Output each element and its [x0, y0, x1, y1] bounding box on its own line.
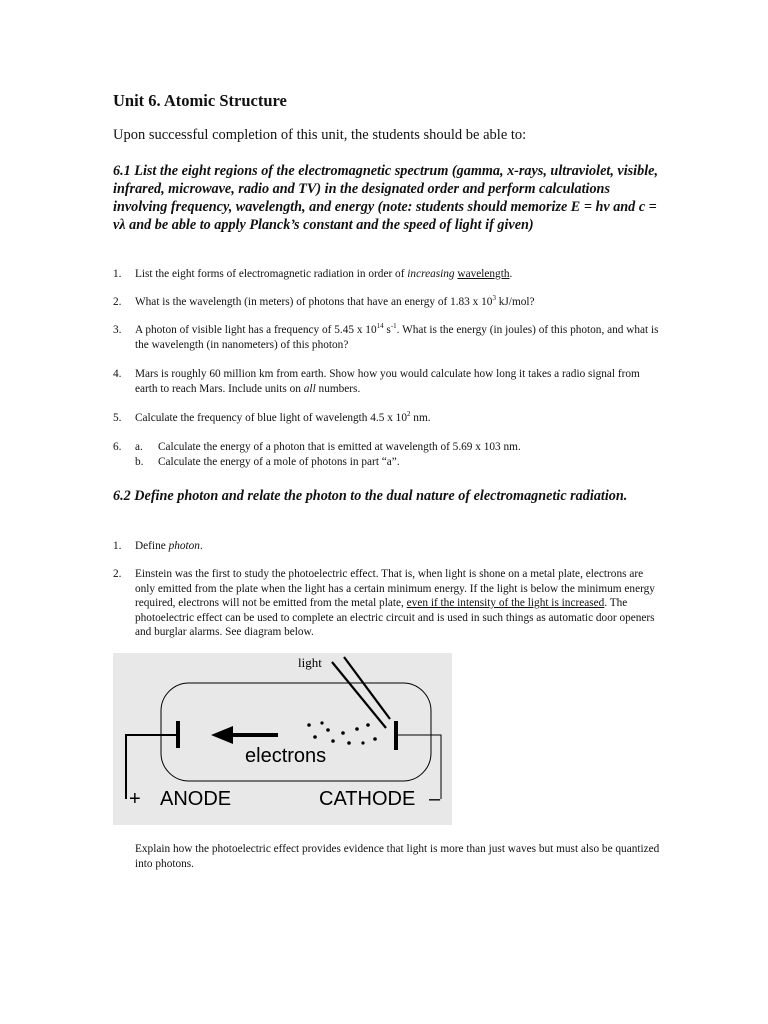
subpart-letter: a. [135, 441, 143, 453]
italic-emphasis: photon [168, 540, 200, 552]
minus-sign-label: – [429, 788, 441, 810]
intro-text: Upon successful completion of this unit, the students should be able to: [113, 127, 527, 143]
question-text [135, 411, 660, 426]
anode-label: ANODE [160, 788, 232, 810]
question-text-b: s [383, 324, 391, 336]
question-text [135, 539, 660, 554]
exponent: 14 [376, 322, 384, 330]
italic-emphasis: all [303, 382, 316, 395]
explain-prompt: Explain how the photoelectric effect provides evidence that light is more than just waves but must also be quantized into photons. [135, 843, 660, 870]
exponent: 2 [406, 410, 411, 418]
question-number: 1. [113, 268, 122, 280]
photoelectric-diagram [113, 653, 452, 825]
question-text [135, 323, 660, 352]
light-ray [332, 662, 386, 728]
question-text-a: What is the wavelength (in meters) of photons that have an energy of 1.83 x 10 [135, 296, 493, 308]
question-number: 3. [113, 324, 122, 336]
nu-lambda-symbol: νλ [113, 217, 126, 233]
question-text-c: numbers. [315, 382, 361, 395]
objective-6-1-text-c: and be able to apply Planck’s constant and the speed of light if given) [125, 217, 534, 233]
question-text-c: . What is the energy (in joules) of this photon, and what is the wavelength (in nanometers) of this photon? [135, 324, 659, 351]
question-number: 5. [113, 412, 122, 424]
subpart-text: Calculate the energy of a mole of photons in part “a”. [158, 456, 400, 468]
unit-title: Unit 6. Atomic Structure [113, 91, 287, 110]
question-text-a: Einstein was the first to study the photoelectric effect. That is, when light is shone on a metal plate, electrons are only emitted from the plate when the light has a certain minimum energy. If the light is below the minimum energy required, electrons will not be emitted from the metal plate, [135, 568, 655, 609]
question-text-a: List the eight forms of electromagnetic radiation in order of [135, 268, 408, 280]
question-text [135, 567, 660, 640]
question-text [135, 267, 660, 282]
objective-6-2-heading: 6.2 Define photon and relate the photon to the dual nature of electromagnetic radiation. [113, 488, 628, 504]
subpart-text: Calculate the energy of a photon that is emitted at wavelength of 5.69 x 103 nm. [158, 441, 521, 453]
question-text-c: . [199, 540, 203, 552]
question-number: 4. [113, 368, 122, 380]
question-number: 2. [113, 568, 122, 580]
question-text [135, 295, 660, 310]
light-ray [344, 657, 390, 719]
exponent: -1 [390, 322, 397, 330]
question-text-d: . [509, 268, 513, 280]
question-text-a: Calculate the frequency of blue light of wavelength 4.5 x 10 [135, 412, 407, 424]
subpart-letter: b. [135, 456, 144, 468]
question-text-b: nm. [410, 412, 431, 424]
question-text-b: . The photoelectric effect can be used to complete an electric circuit and is used in such things as automatic door openers and burglar alarms. See diagram below. [135, 597, 655, 638]
electrons-label: electrons [245, 745, 327, 767]
nu-symbol: ν [603, 199, 610, 215]
plus-sign-label: + [129, 788, 141, 810]
underlined-phrase: even if the intensity of the light is increased [406, 597, 605, 609]
question-text-b: kJ/mol? [495, 296, 535, 308]
objective-6-1-text-a: 6.1 List the eight regions of the electromagnetic spectrum (gamma, x-rays, ultraviolet, visible, infrared, microwave, radio and TV) in the designated order and perform calculations involving frequency, wavelength, and energy (note: students should memorize E = h [113, 163, 658, 215]
question-text [135, 367, 660, 396]
italic-emphasis: increasing [407, 268, 455, 280]
electron-arrow-head [211, 726, 233, 744]
underlined-term: wavelength [457, 268, 510, 280]
question-number: 2. [113, 296, 122, 308]
question-number: 6. [113, 441, 122, 453]
light-label: light [298, 655, 322, 670]
cathode-label: CATHODE [319, 788, 416, 810]
objective-6-1-heading [113, 162, 658, 234]
question-number: 1. [113, 540, 122, 552]
electron-dots [307, 721, 377, 744]
question-text-a: Define [135, 540, 169, 552]
objective-6-1-text-b: and c = [609, 199, 657, 215]
question-text-a: A photon of visible light has a frequency of 5.45 x 10 [135, 324, 377, 336]
exponent: 3 [492, 294, 496, 302]
question-text-a: Mars is roughly 60 million km from earth. Show how you would calculate how long it takes a radio signal from earth to reach Mars. Include units on [135, 368, 640, 395]
